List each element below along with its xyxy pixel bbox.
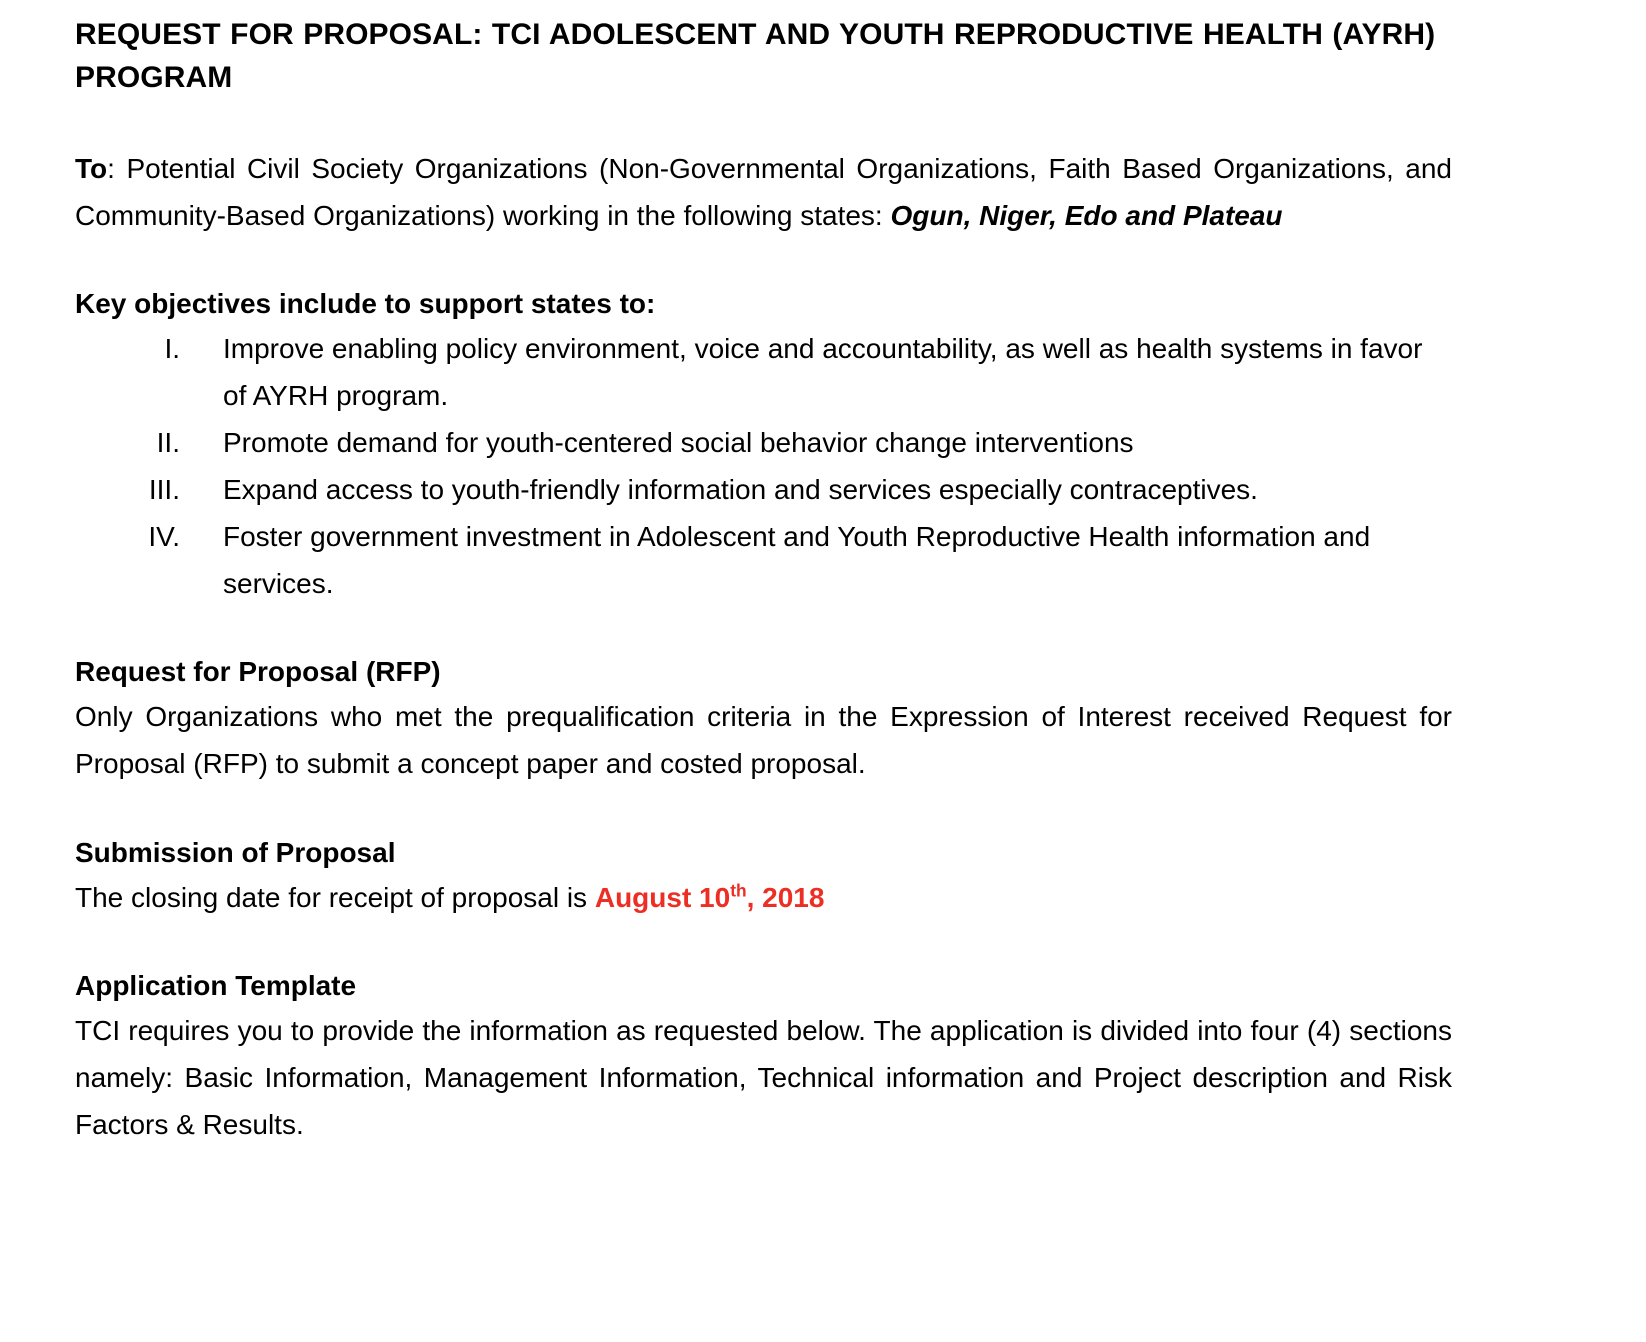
closing-date-ordinal: th — [730, 880, 747, 901]
submission-body-prefix: The closing date for receipt of proposal is — [75, 881, 595, 913]
list-item — [75, 325, 1452, 419]
spacer-after-addressee — [75, 239, 1452, 283]
application-body: TCI requires you to provide the information as requested below. The application is divided into four (4) sections namely: Basic Information, Management Information, Technical information and Project description and Risk Factors & Results. — [75, 1014, 1452, 1140]
spacer-after-title — [75, 99, 1452, 145]
objectives-list — [75, 325, 1452, 607]
spacer-after-objectives — [75, 607, 1452, 651]
objectives-heading: Key objectives include to support states to: — [75, 288, 656, 320]
addressee-paragraph — [75, 145, 1452, 239]
submission-body — [75, 874, 1452, 921]
list-item — [75, 466, 1452, 513]
closing-date-month-day: August 10 — [594, 881, 731, 913]
application-heading: Application Template — [75, 969, 357, 1001]
list-item-numeral: I. — [164, 333, 180, 365]
addressee-states: Ogun, Niger, Edo and Plateau — [890, 200, 1283, 232]
list-item-text: Foster government investment in Adolescent and Youth Reproductive Health information and services. — [223, 521, 1371, 600]
list-item-text: Expand access to youth-friendly information and services especially contraceptives. — [223, 474, 1258, 506]
closing-date — [595, 882, 825, 913]
addressee-body: Potential Civil Society Organizations (Non-Governmental Organizations, Faith Based Organizations, and Community-Based Organizations) working in the following states: — [75, 153, 1452, 232]
addressee-colon: : — [107, 153, 115, 185]
addressee-label: To — [75, 153, 108, 185]
list-item — [75, 419, 1452, 466]
closing-date-year: , 2018 — [746, 881, 825, 913]
spacer-after-rfp — [75, 788, 1452, 832]
spacer-after-submission — [75, 921, 1452, 965]
submission-heading: Submission of Proposal — [75, 836, 396, 868]
list-item-text: Promote demand for youth-centered social behavior change interventions — [223, 427, 1134, 459]
rfp-body: Only Organizations who met the prequalification criteria in the Expression of Interest received Request for Proposal (RFP) to submit a concept paper and costed proposal. — [75, 701, 1452, 780]
list-item-text: Improve enabling policy environment, voice and accountability, as well as health systems in favor of AYRH program. — [223, 333, 1423, 412]
list-item — [75, 513, 1452, 607]
list-item-numeral: IV. — [148, 521, 180, 553]
page-title: REQUEST FOR PROPOSAL: TCI ADOLESCENT AND YOUTH REPRODUCTIVE HEALTH (AYRH) PROGRAM — [75, 18, 1436, 94]
rfp-heading: Request for Proposal (RFP) — [75, 656, 441, 688]
list-item-numeral: II. — [156, 427, 180, 459]
list-item-numeral: III. — [148, 474, 180, 506]
